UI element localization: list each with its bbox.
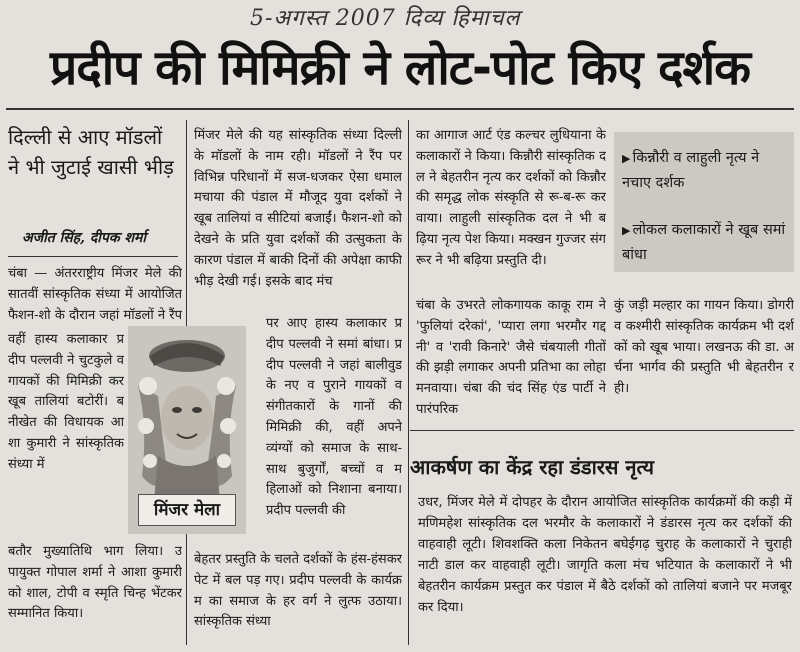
- photo-caption: मिंजर मेला: [138, 494, 236, 526]
- highlight-text: किन्नौरी व लाहुली नृत्य ने नचाए दर्शक: [622, 150, 760, 191]
- triangle-bullet-icon: ▶: [622, 152, 631, 165]
- article-column-2-top: मिंजर मेले की यह सांस्कृतिक संध्या दिल्ली के मॉडलों के नाम रही। मॉडलों ने रैंप पर विभिन्न परिधानों में सज-धजकर ऐसा धमाल मचाया की पंडाल में मौजूद युवा दर्शकों ने खूब तालियां व सीटियां बजाईं। फैशन-शो को देखने के प्रति युवा दर्शकों की उत्सुकता के कारण पंडाल में बाकी दिनों की अपेक्षा काफी भीड़ देखी गई। इसके बाद मंच: [194, 128, 402, 289]
- highlight-text: लोकल कलाकारों ने खूब समां बांधा: [622, 222, 786, 263]
- article-column-3-top: का आगाज आर्ट एंड कल्चर लुधियाना के कलाकारों ने किया। किन्नौरी सांस्कृतिक दल ने बेहतरीन नृत्य कर दर्शकों को किन्नौर की समृद्ध लोक संस्कृति से रू-ब-रू करवाया। लाहुली सांस्कृतिक दल ने भी बढ़िया नृत्य पेश किया। मक्खन गुज्जर संगरूर ने भी बढ़िया प्रस्तुति दी।: [416, 128, 606, 268]
- column-rule-2: [408, 120, 409, 645]
- article-column-3-bottom: चंबा के उभरते लोकगायक काकू राम ने 'फुलियां दरेकां', 'प्यारा लगा भरमौर गद्दनी' व 'रावी किनारे' जैसे चंबयाली गीतों की झड़ी लगाकर अपनी प्रतिभा का लोहा मनवाया। चंबा की चंद सिंह एंड पार्टी ने पारंपरिक: [416, 298, 606, 417]
- article-column-2-beside-photo: पर आए हास्य कलाकार प्रदीप पल्लवी ने समां बांधा। प्रदीप पल्लवी ने जहां बालीवुड के नए व पुराने गायकों व संगीतकारों के गानों की मिमिक्री की, वहीं अपने व्यंग्यों को समाज के साथ-साथ बुजुर्गों, बच्चों व महिलाओं को निशाना बनाया। प्रदीप पल्लवी की: [266, 316, 402, 519]
- article-column-1-bottom: बतौर मुख्यातिथि भाग लिया। उपायुक्त गोपाल शर्मा ने आशा कुमारी को शाल, टोपी व स्मृति चिन्ह भेंटकर सम्मानित किया।: [8, 544, 182, 622]
- story2-rule: [410, 430, 794, 431]
- main-headline: प्रदीप की मिमिक्री ने लोट-पोट किए दर्शक: [49, 40, 751, 96]
- sub-headline: दिल्ली से आए मॉडलों ने भी जुटाई खासी भीड़: [8, 125, 174, 179]
- byline-rule: [8, 256, 178, 257]
- article-column-2-bottom: बेहतर प्रस्तुति के चलते दर्शकों के हंस-हंसकर पेट में बल पड़ गए। प्रदीप पल्लवी के कार्यक्रम का समाज के हर वर्ग ने लुत्फ उठाया। सांस्कृतिक संध्या: [194, 552, 402, 630]
- byline: अजीत सिंह, दीपक शर्मा: [22, 230, 146, 246]
- highlight-item: [622, 146, 788, 218]
- clipping-date-note: 5-अगस्त 2007 दिव्य हिमाचल: [250, 6, 521, 31]
- highlight-item: [622, 218, 788, 268]
- performer-photo: [128, 326, 246, 534]
- story2-body: उधर, मिंजर मेले में दोपहर के दौरान आयोजित सांस्कृतिक कार्यक्रमों की कड़ी में मणिमहेश सांस्कृतिक दल भरमौर के कलाकारों ने डंडारस नृत्य कर दर्शकों की वाहवाही लूटी। शिवशक्ति कला निकेतन बघेईगढ़ चुराह के कलाकारों ने चुराही नाटी डाल कर वाहवाही लूटी। जागृति कला मंच भटियात के कलाकारों ने भी बेहतरीन कार्यक्रम प्रस्तुत कर पंडाल में बैठे दर्शकों को तालियां बजाने पर मजबूर कर दिया।: [418, 495, 792, 615]
- article-column-1-top: चंबा — अंतरराष्ट्रीय मिंजर मेले की सातवीं सांस्कृतिक संध्या में आयोजित फैशन-शो के दौरान जहां मॉडलों ने रैंप: [8, 266, 182, 323]
- story2-headline: आकर्षण का केंद्र रहा डंडारस नृत्य: [410, 455, 654, 479]
- article-column-1-beside-photo: वहीं हास्य कलाकार प्रदीप पल्लवी ने चुटकुले व गायकों की मिमिक्री कर खूब तालियां बटोरीं। बनीखेत की विधायक आशा कुमारी ने सांस्कृतिक संध्या में: [8, 332, 124, 472]
- headline-rule: [6, 108, 794, 110]
- highlights-box: [614, 132, 794, 272]
- article-column-4: कुं जड़ी मल्हार का गायन किया। डोगरी व कश्मीरी सांस्कृतिक कार्यक्रम भी दर्शकों को खूब भाया। लखनऊ की डा. अर्चना भार्गव की प्रस्तुति भी बेहतरीन रही।: [614, 298, 794, 397]
- triangle-bullet-icon: ▶: [622, 224, 631, 237]
